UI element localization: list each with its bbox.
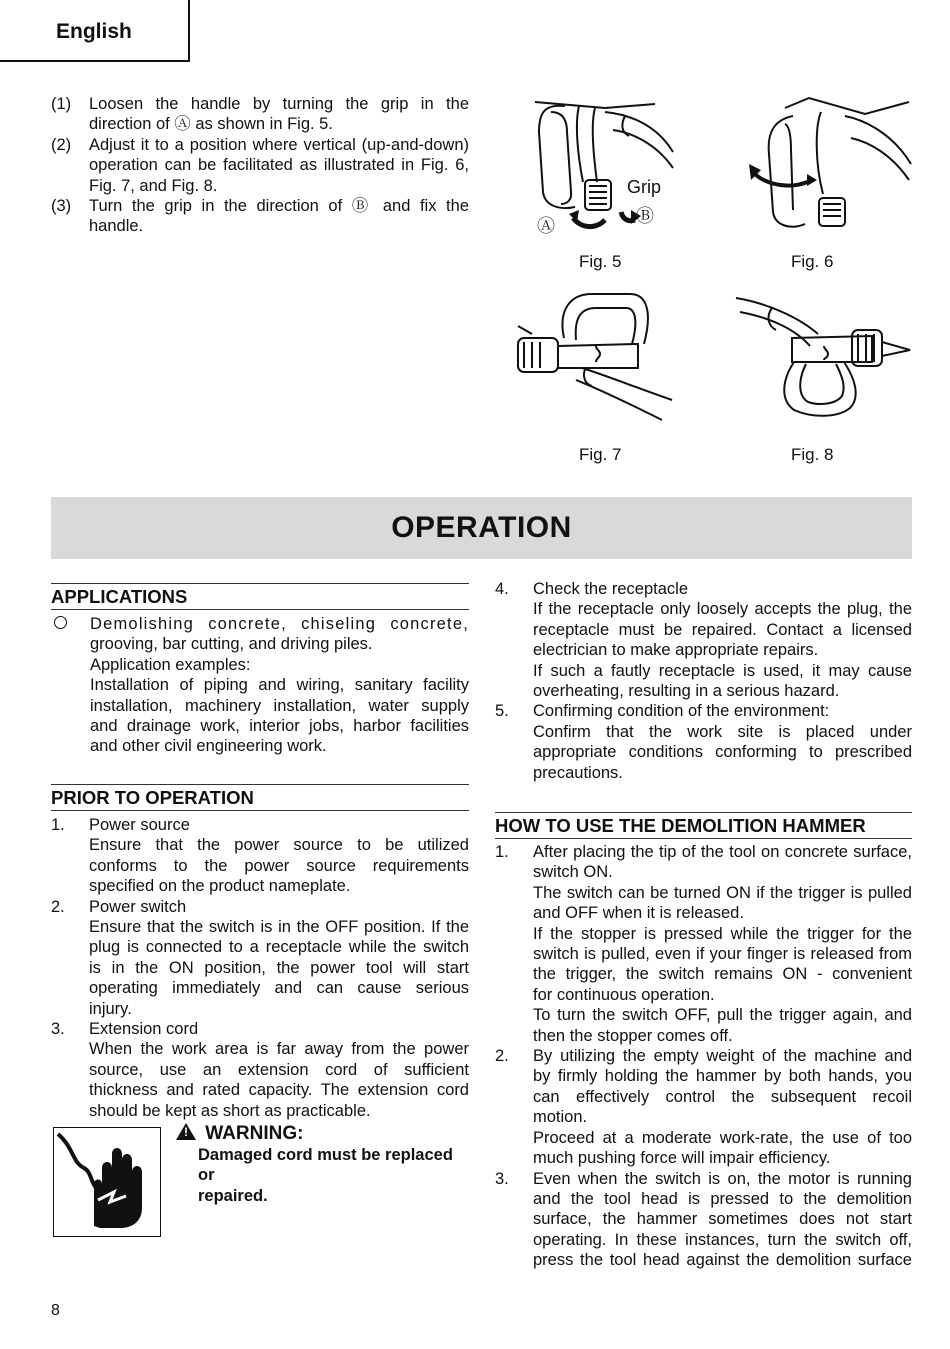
figure-7 <box>512 290 682 425</box>
language-tab <box>0 0 190 62</box>
warning-triangle-icon: ! <box>176 1123 196 1140</box>
fig-5-caption: Fig. 5 <box>579 252 622 271</box>
list-item: 5. Confirming condition of the environment: Confirm that the work site is placed under appropriate conditions conforming to prescribed precautions. <box>495 702 912 782</box>
prior-items-list <box>51 815 469 1121</box>
language-label: English <box>56 20 132 43</box>
page-number: 8 <box>51 1302 60 1319</box>
fig-8-caption: Fig. 8 <box>791 445 834 464</box>
direction-b-label: Ⓑ <box>636 206 654 226</box>
applications-heading: APPLICATIONS <box>51 583 469 610</box>
grip-label: Grip <box>627 177 662 197</box>
prior-continued-list <box>495 579 912 783</box>
list-item: 1. Power source Ensure that the power source to be utilized conforms to the power source requirements specified on the product nameplate. <box>51 816 469 896</box>
list-item: 4. Check the receptacle If the receptacle only loosely accepts the plug, the receptacle must be repaired. Contact a licensed electrician to make appropriate repairs. If such a fautly receptacle is used, it may cause overheating, resulting in a serious hazard. <box>495 580 912 701</box>
warning-text: Damaged cord must be replaced or repaired. <box>198 1146 453 1205</box>
warning-title: ! WARNING: <box>176 1122 303 1145</box>
list-item: 2. Power switch Ensure that the switch is in the OFF position. If the plug is connected to a receptacle while the switch is in the ON position, the power tool will start operating immediately and can cause serious injury. <box>51 897 469 1018</box>
fig-6-caption: Fig. 6 <box>791 252 834 271</box>
list-item: (2) Adjust it to a position where vertical (up-and-down) operation can be facilitated as illustrated in Fig. 6, Fig. 7, and Fig. 8. <box>51 135 469 195</box>
figure-8 <box>732 290 912 425</box>
electric-shock-hand-icon <box>53 1127 161 1237</box>
list-item: (1) Loosen the handle by turning the grip in the direction of Ⓐ as shown in Fig. 5. <box>51 95 469 134</box>
list-item: (3) Turn the grip in the direction of Ⓑ and fix the handle. <box>51 197 469 236</box>
handle-top-illustration-icon <box>512 290 682 425</box>
handle-rotated-illustration-icon <box>745 94 915 244</box>
prior-to-operation-heading: PRIOR TO OPERATION <box>51 784 469 811</box>
list-item: 3. Extension cord When the work area is far away from the power source, use an extension cord of sufficient thickness and rated capacity. The extension cord should be kept as short as practicable. <box>51 1020 469 1120</box>
operation-banner <box>51 497 912 559</box>
applications-text: Demolishing concrete, chiseling concrete, grooving, bar cutting, and driving piles. Application examples: Installation of piping and wiring, sanitary facility installation, machinery installation, water supply and drainage work, interior jobs, harbor facilities and other civil engineering work. <box>90 615 469 756</box>
banner-title: OPERATION <box>391 511 572 544</box>
circle-bullet-icon <box>54 616 67 629</box>
list-item: 2. By utilizing the empty weight of the machine and by firmly holding the hammer by both hands, you can effectively control the subsequent recoil motion. Proceed at a moderate work-rate, the use of too much pushing force will impair efficiency. <box>495 1047 912 1168</box>
figure-6 <box>745 94 915 244</box>
fig-7-caption: Fig. 7 <box>579 445 622 464</box>
how-to-use-list <box>495 842 912 1271</box>
adjust-steps-list <box>51 94 469 237</box>
how-to-use-heading: HOW TO USE THE DEMOLITION HAMMER <box>495 812 912 839</box>
figure-5 <box>505 92 680 242</box>
list-item: 1. After placing the tip of the tool on concrete surface, switch ON. The switch can be turned ON if the trigger is pulled and OFF when it is released. If the stopper is pressed while the trigger for the switch is pulled, even if your finger is released from the trigger, the switch remains ON - convenient for continuous operation. To turn the switch OFF, pull the trigger again, and then the stopper comes off. <box>495 843 912 1045</box>
list-item: 3. Even when the switch is on, the motor is running and the tool head is pressed to the demolition surface, the hammer sometimes does not start operating. In these instances, turn the switch off, press the tool head against the demolition surface <box>495 1169 912 1270</box>
handle-bottom-illustration-icon <box>732 290 912 425</box>
direction-a-label: Ⓐ <box>537 216 555 236</box>
